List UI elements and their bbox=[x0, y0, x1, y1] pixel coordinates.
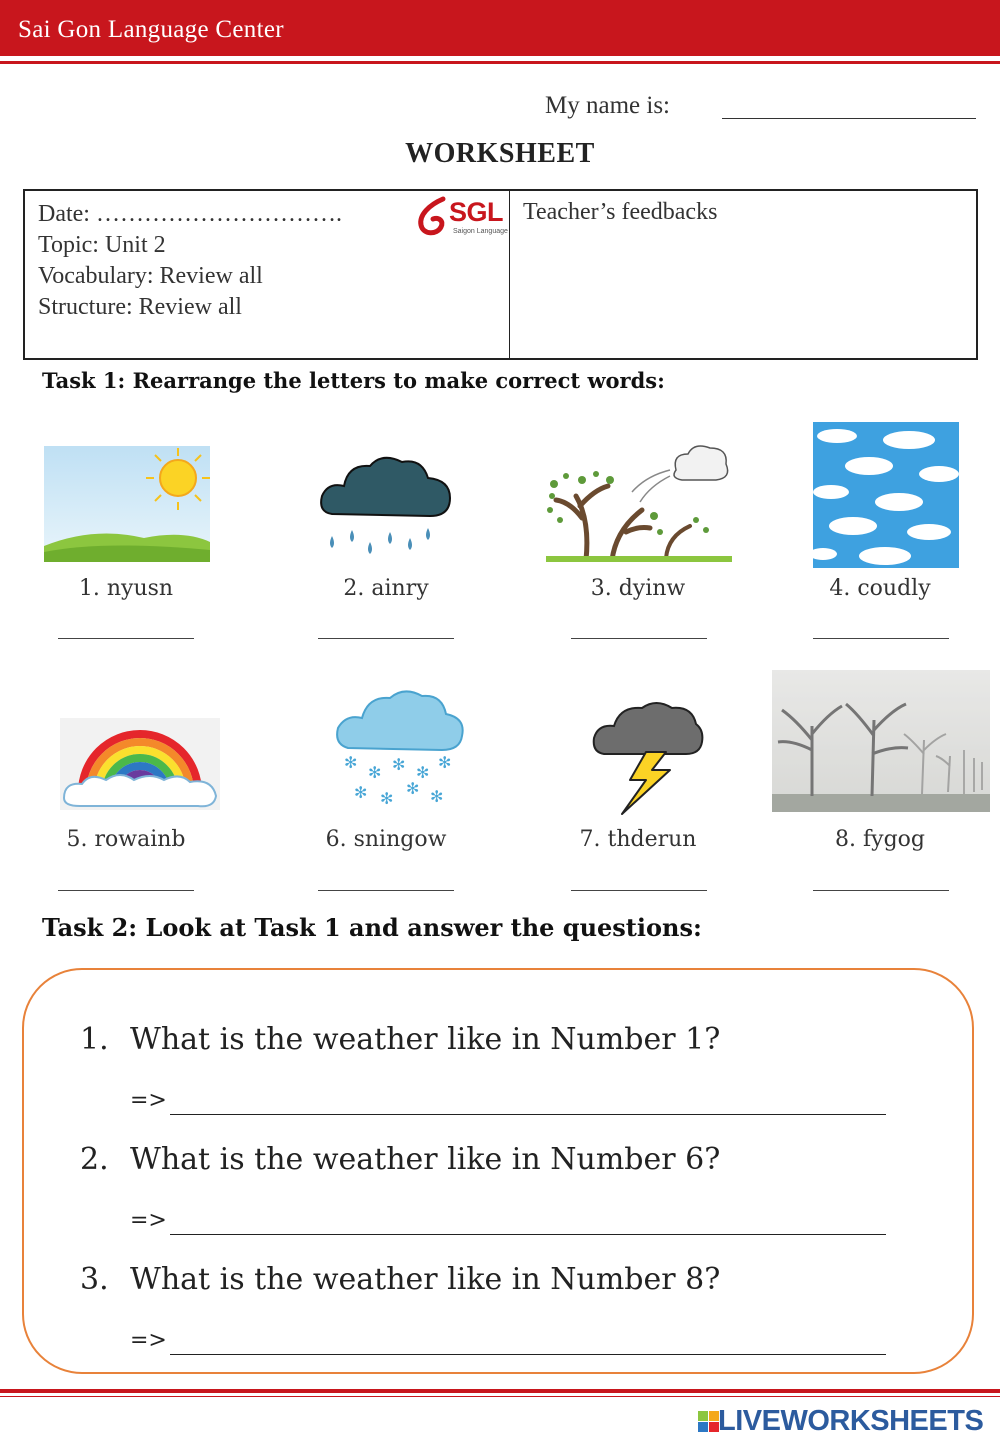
task2-title: Task 2: Look at Task 1 and answer the questions: bbox=[42, 913, 702, 942]
sunny-landscape-icon bbox=[44, 446, 210, 562]
scrambled-word-4: 4. coudly bbox=[829, 576, 931, 601]
answer-blank-5[interactable] bbox=[58, 890, 194, 891]
sgl-logo-text: SGL bbox=[449, 197, 504, 227]
thunder-cloud-icon bbox=[592, 700, 704, 816]
question-1 bbox=[80, 1022, 720, 1057]
info-box bbox=[23, 189, 978, 360]
scrambled-word-2: 2. ainry bbox=[343, 576, 429, 601]
date-line: Date: …………………………. bbox=[38, 201, 342, 227]
windy-trees-icon bbox=[546, 440, 732, 562]
sgl-logo bbox=[413, 195, 509, 239]
center-name: Sai Gon Language Center bbox=[18, 16, 284, 43]
rainbow-icon bbox=[60, 718, 220, 810]
liveworksheets-mark-icon bbox=[698, 1411, 720, 1433]
answer-blank-6[interactable] bbox=[318, 890, 454, 891]
question-2 bbox=[80, 1142, 720, 1177]
sgl-swirl-icon bbox=[413, 195, 453, 239]
scrambled-word-5: 5. rowainb bbox=[66, 827, 186, 852]
vocabulary-line: Vocabulary: Review all bbox=[38, 263, 263, 289]
worksheet-title: WORKSHEET bbox=[405, 138, 595, 169]
topic-line: Topic: Unit 2 bbox=[38, 232, 166, 258]
foggy-park-icon bbox=[772, 670, 990, 812]
task1-title: Task 1: Rearrange the letters to make correct words: bbox=[42, 368, 665, 393]
svg-text:✻: ✻ bbox=[354, 783, 368, 802]
answer-blank-4[interactable] bbox=[813, 638, 949, 639]
svg-text:✻: ✻ bbox=[380, 789, 394, 808]
answer-blank-3[interactable] bbox=[571, 638, 707, 639]
info-divider bbox=[509, 191, 510, 358]
question-1-number: 1. bbox=[80, 1022, 109, 1057]
svg-text:✻: ✻ bbox=[438, 753, 452, 772]
question-3-number: 3. bbox=[80, 1262, 109, 1297]
sgl-logo-subtext: Saigon Language bbox=[453, 228, 508, 235]
question-1-text: What is the weather like in Number 1? bbox=[130, 1022, 721, 1057]
answer-3-line[interactable] bbox=[170, 1354, 886, 1355]
question-3-text: What is the weather like in Number 8? bbox=[130, 1262, 721, 1297]
teacher-feedback-label: Teacher’s feedbacks bbox=[523, 199, 718, 225]
header-bar bbox=[0, 0, 1000, 56]
answer-blank-2[interactable] bbox=[318, 638, 454, 639]
liveworksheets-brand: LIVEWORKSHEETS bbox=[718, 1405, 984, 1437]
answer-1-prefix: => bbox=[130, 1088, 167, 1113]
footer-divider bbox=[0, 1389, 1000, 1393]
name-label: My name is: bbox=[545, 92, 670, 119]
cloudy-sky-icon bbox=[813, 422, 959, 568]
lesson-info bbox=[38, 199, 342, 323]
svg-text:✻: ✻ bbox=[392, 755, 406, 774]
answer-2-line[interactable] bbox=[170, 1234, 886, 1235]
svg-text:✻: ✻ bbox=[368, 763, 382, 782]
svg-text:✻: ✻ bbox=[406, 779, 420, 798]
answer-blank-1[interactable] bbox=[58, 638, 194, 639]
answer-1-line[interactable] bbox=[170, 1114, 886, 1115]
answer-blank-7[interactable] bbox=[571, 890, 707, 891]
scrambled-word-1: 1. nyusn bbox=[78, 576, 174, 601]
snow-cloud-icon bbox=[334, 686, 466, 810]
question-2-text: What is the weather like in Number 6? bbox=[130, 1142, 721, 1177]
answer-3-prefix: => bbox=[130, 1328, 167, 1353]
structure-line: Structure: Review all bbox=[38, 294, 242, 320]
svg-text:✻: ✻ bbox=[416, 763, 430, 782]
scrambled-word-3: 3. dyinw bbox=[590, 576, 686, 601]
rain-cloud-icon bbox=[318, 452, 454, 556]
svg-text:✻: ✻ bbox=[344, 753, 358, 772]
answer-blank-8[interactable] bbox=[813, 890, 949, 891]
header-divider bbox=[0, 61, 1000, 64]
footer-divider-thin bbox=[0, 1396, 1000, 1397]
question-3 bbox=[80, 1262, 720, 1297]
svg-text:✻: ✻ bbox=[430, 787, 444, 806]
scrambled-word-7: 7. thderun bbox=[579, 827, 697, 852]
name-input-line[interactable] bbox=[722, 118, 976, 119]
question-2-number: 2. bbox=[80, 1142, 109, 1177]
scrambled-word-6: 6. sningow bbox=[325, 827, 447, 852]
answer-2-prefix: => bbox=[130, 1208, 167, 1233]
scrambled-word-8: 8. fygog bbox=[835, 827, 925, 852]
